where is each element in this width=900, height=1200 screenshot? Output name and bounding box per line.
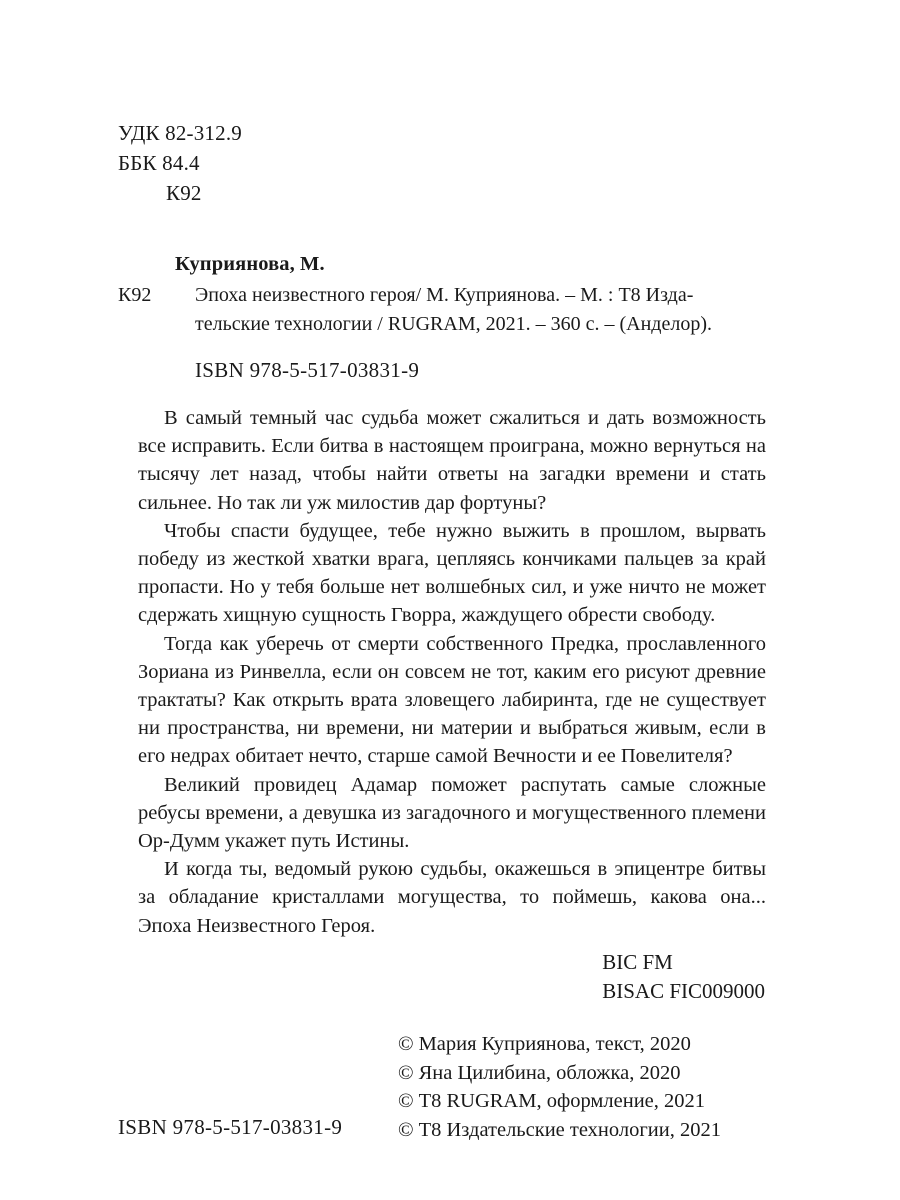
- copyright-icon: ©: [398, 1118, 414, 1141]
- isbn-record: ISBN 978-5-517-03831-9: [195, 358, 420, 382]
- annotation-paragraph: В самый темный час судьба может сжалиться и дать возможность все исправить. Если битва в настоящем проиграна, можно вернуться на тысячу лет назад, чтобы найти ответы на загадки времени и стать сильнее. Но так ли уж милостив дар фортуны?: [138, 407, 766, 514]
- bbk-code: ББК 84.4: [118, 151, 200, 175]
- copyright-icon: ©: [398, 1090, 414, 1112]
- annotation-paragraph: И когда ты, ведомый рукою судьбы, окажешься в эпицентре битвы за обладание кристаллами могущества, то поймешь, какова она... Эпоха Неизвестного Героя.: [138, 858, 766, 937]
- copyright-line: [398, 1087, 721, 1116]
- annotation-paragraph: Чтобы спасти будущее, тебе нужно выжить в прошлом, вырвать победу из жесткой хватки врага, цепляясь кончиками пальцев за край пропасти. Но у тебя больше нет волшебных сил, и уже ничто не может сдержать хищную сущность Гворра, жаждущего обрести свободу.: [138, 519, 766, 627]
- udk-code: УДК 82-312.9: [118, 121, 242, 145]
- bisac-code: BISAC FIC009000: [602, 979, 765, 1003]
- copyright-text: Т8 RUGRAM, оформление, 2021: [418, 1090, 706, 1112]
- annotation-text: [138, 404, 766, 940]
- copyright-line: [398, 1030, 721, 1059]
- copyright-text: Яна Цилибина, обложка, 2020: [418, 1061, 681, 1084]
- copyright-block: [398, 1030, 721, 1144]
- annotation-paragraph: Великий провидец Адамар поможет распутать самые сложные ребусы времени, а девушка из загадочного и могущественного племени Ор-Думм укажет путь Истины.: [138, 773, 766, 853]
- copyright-line: [398, 1059, 721, 1088]
- bic-code: BIC FM: [602, 950, 673, 974]
- copyright-icon: ©: [398, 1033, 414, 1055]
- record-line-2: тельские технологии / RUGRAM, 2021. – 360 с. – (Анделор).: [195, 313, 713, 335]
- bibliographic-record: [118, 250, 766, 339]
- author-sign-code: К92: [166, 181, 202, 205]
- annotation-paragraph: Тогда как уберечь от смерти собственного Предка, прославленного Зориана из Ринвелла, если он совсем не тот, каким его рисуют древние трактаты? Как открыть врата зловещего лабиринта, где не существует ни пространства, ни времени, ни материи и выбраться живым, если в его недрах обитает нечто, старше самой Вечности и ее Повелителя?: [138, 632, 766, 768]
- classification-block: [118, 118, 242, 208]
- copyright-icon: ©: [398, 1061, 414, 1084]
- author-heading: Куприянова, М.: [175, 253, 325, 275]
- record-shelfmark: К92: [118, 284, 152, 306]
- copyright-text: Т8 Издательские технологии, 2021: [418, 1118, 721, 1141]
- isbn-footer: ISBN 978-5-517-03831-9: [118, 1115, 343, 1139]
- record-line-1: Эпоха неизвестного героя/ М. Куприянова. – М. : Т8 Изда-: [195, 284, 694, 306]
- copyright-text: Мария Куприянова, текст, 2020: [418, 1033, 691, 1055]
- subject-codes-block: [602, 948, 765, 1006]
- copyright-line: [398, 1116, 721, 1145]
- record-body: [118, 281, 766, 339]
